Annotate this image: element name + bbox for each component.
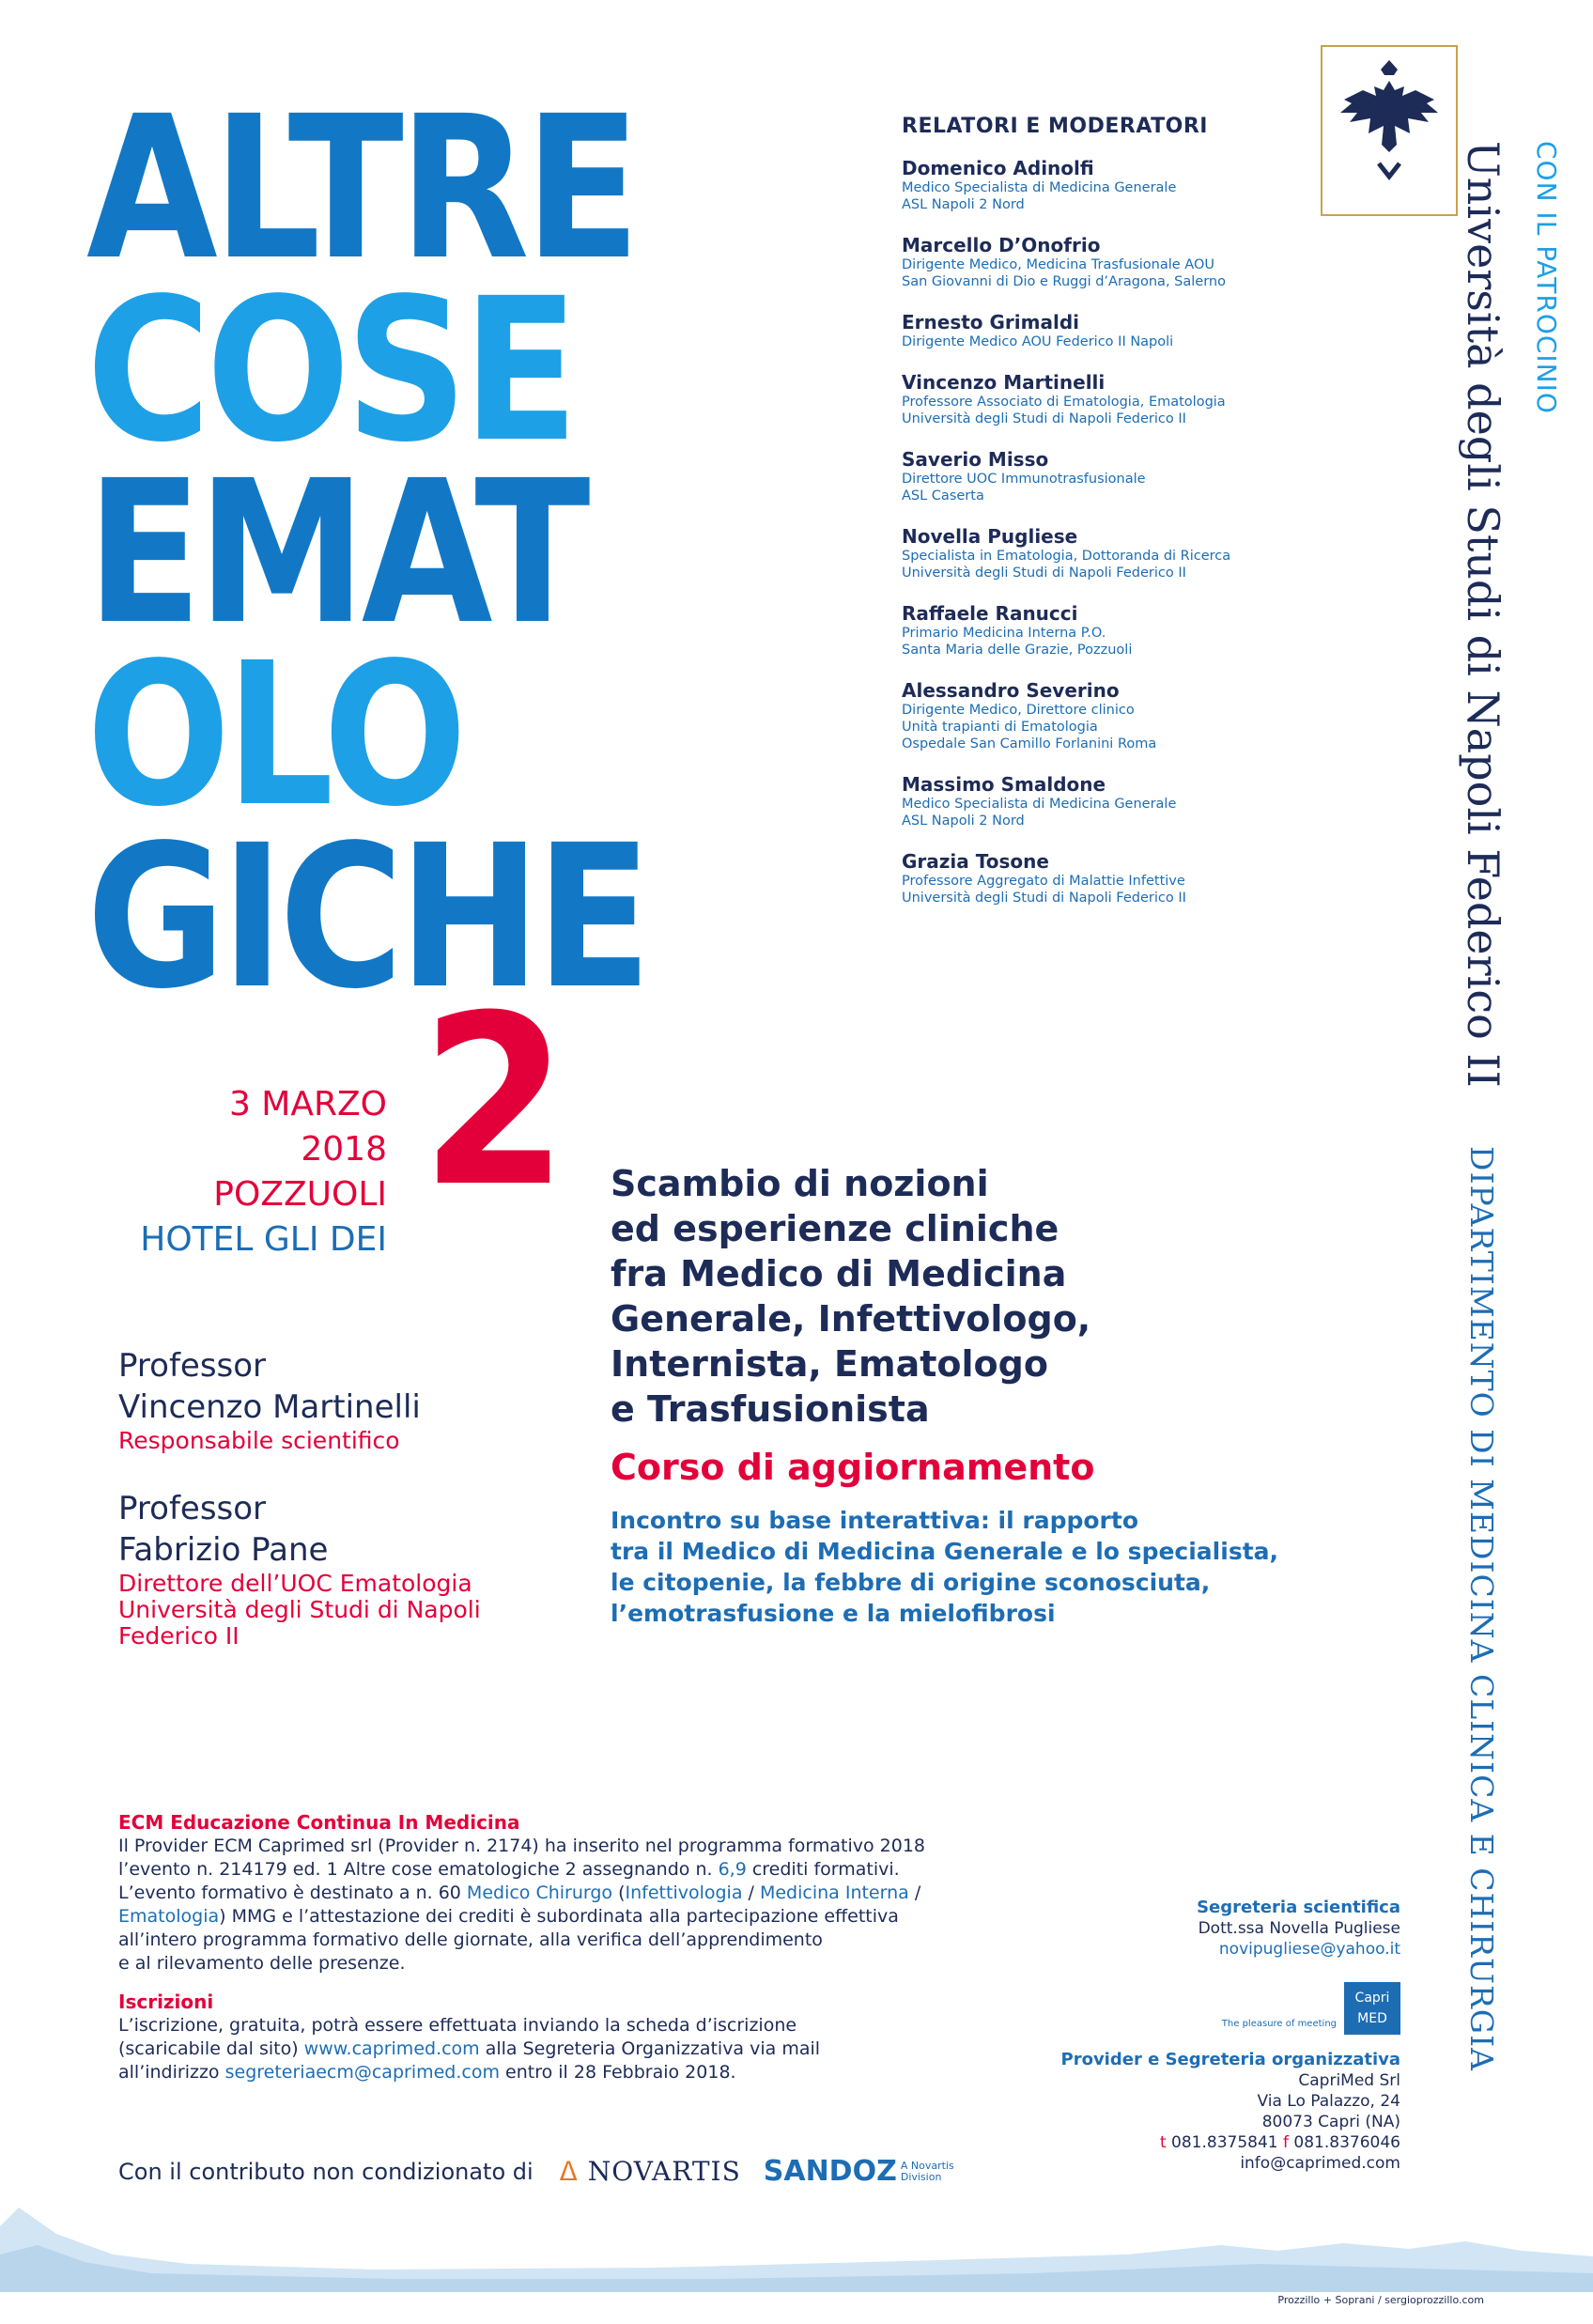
scientific-secretariat-name: Dott.ssa Novella Pugliese [1198, 1919, 1400, 1938]
novartis-icon: ᐃ [559, 2156, 579, 2187]
speaker-item [902, 234, 1315, 290]
ecm-target: Ematologia [118, 1906, 220, 1927]
speaker-name: Raffaele Ranucci [902, 602, 1078, 625]
ecm-text: ) MMG e l’attestazione dei crediti è subordinata alla partecipazione effettiva all’intero programma formativo delle giornate, alla verifica dell’apprendimento e al rilevamento delle presenze. [118, 1906, 899, 1974]
course-description [611, 1161, 1306, 1629]
speaker-role: Primario Medicina Interna P.O. Santa Maria delle Grazie, Pozzuoli [902, 626, 1133, 658]
speaker-item [902, 850, 1315, 906]
caprimed-logo [1061, 1982, 1400, 2035]
sponsors-label: Con il contributo non condizionato di [118, 2158, 534, 2185]
sponsors-row [118, 2155, 954, 2188]
professor-title: Professor [118, 1347, 267, 1385]
scientific-secretariat-heading: Segreteria scientifica [1197, 1898, 1400, 1917]
event-date: 3 MARZO [228, 1085, 387, 1123]
professor-name: Vincenzo Martinelli [118, 1388, 421, 1426]
ecm-body [118, 1835, 964, 1975]
registration-text: L’iscrizione, gratuita, potrà essere effettuata inviando la scheda d’iscrizione (scaricabile dal sito) [118, 2015, 797, 2059]
organizer-city: 80073 Capri (NA) [1261, 2113, 1400, 2131]
badge-top: Capri [1354, 1991, 1390, 2006]
course-details: Incontro su base interattiva: il rapporto tra il Medico di Medicina Generale e lo specialista, le citopenie, la febbre di origine sconosciuta, l’emotrasfusione e la mielofibrosi [611, 1507, 1279, 1627]
speaker-role: Professore Aggregato di Malattie Infettive Università degli Studi di Napoli Federico II [902, 874, 1186, 906]
caprimed-tagline: The pleasure of meeting [1221, 2019, 1337, 2029]
university-crest [1321, 45, 1458, 216]
ecm-credits: 6,9 [718, 1859, 747, 1880]
speakers-heading: RELATORI E MODERATORI [902, 115, 1208, 138]
organizer-email[interactable]: info@caprimed.com [1240, 2154, 1400, 2173]
event-info [140, 1082, 387, 1263]
speaker-role: Dirigente Medico AOU Federico II Napoli [902, 334, 1174, 349]
scientific-secretariat-email[interactable]: novipugliese@yahoo.it [1218, 1940, 1400, 1959]
event-year: 2018 [301, 1130, 387, 1169]
speaker-item [902, 448, 1315, 504]
speaker-name: Vincenzo Martinelli [902, 371, 1106, 394]
speaker-role: Dirigente Medico, Medicina Trasfusionale AOU San Giovanni di Dio e Ruggi d’Aragona, Salerno [902, 257, 1226, 289]
organizer-heading: Provider e Segreteria organizzativa [1060, 2050, 1400, 2069]
speaker-item [902, 602, 1315, 658]
ecm-target: Medicina Interna [759, 1882, 909, 1903]
fax-label: f [1283, 2133, 1290, 2152]
badge-bottom: MED [1357, 2011, 1387, 2026]
university-name: Università degli Studi di Napoli Federico II [1458, 141, 1508, 1088]
registration-body [118, 2014, 964, 2084]
speaker-role: Dirigente Medico, Direttore clinico Unità trapianti di Ematologia Ospedale San Camillo Forlanini Roma [902, 703, 1157, 751]
registration-heading: Iscrizioni [118, 1991, 214, 2013]
email-link[interactable]: segreteriaecm@caprimed.com [224, 2062, 500, 2083]
event-venue: HOTEL GLI DEI [140, 1220, 387, 1259]
course-headline: Scambio di nozioni ed esperienze cliniche fra Medico di Medicina Generale, Infettivologo, Internista, Ematologo e Trasfusionista [611, 1163, 1091, 1430]
speaker-name: Alessandro Severino [902, 679, 1120, 702]
ecm-target: Infettivologia [625, 1882, 743, 1903]
professor-role: Responsabile scientifico [118, 1427, 400, 1454]
speaker-item [902, 525, 1315, 581]
coastline-illustration [0, 2189, 1593, 2292]
professor-role: Direttore dell’UOC Ematologia Università degli Studi di Napoli Federico II [118, 1570, 481, 1650]
ecm-text: / [914, 1882, 921, 1903]
ecm-section [118, 1811, 964, 2084]
registration-text: alla Segreteria Organizzativa via mail all’indirizzo [118, 2038, 821, 2083]
ecm-text: Il Provider ECM Caprimed srl (Provider n. 2174) ha inserito nel programma formativo 2018 l’evento n. 214179 ed. 1 Altre cose ematologiche 2 assegnando n. [118, 1836, 925, 1880]
ecm-heading: ECM Educazione Continua In Medicina [118, 1811, 520, 1834]
novartis-text: NOVARTIS [587, 2156, 741, 2187]
speaker-name: Saverio Misso [902, 448, 1049, 471]
registration-text: entro il 28 Febbraio 2018. [499, 2062, 736, 2083]
phone-number: 081.8375841 [1171, 2133, 1278, 2152]
title-line-5: GICHE [86, 802, 647, 1032]
eagle-icon [1322, 47, 1456, 214]
speaker-name: Massimo Smaldone [902, 773, 1106, 796]
speaker-item [902, 679, 1315, 752]
department-name: DIPARTIMENTO DI MEDICINA CLINICA E CHIRURGIA [1463, 1146, 1500, 2072]
speaker-item [902, 371, 1315, 427]
patronage-label: CON IL PATROCINIO [1531, 141, 1562, 414]
title-line-4: OLO [86, 620, 463, 850]
ecm-text: crediti formativi. L’evento formativo è destinato a n. 60 [118, 1859, 900, 1903]
speaker-name: Grazia Tosone [902, 850, 1049, 873]
speaker-role: Medico Specialista di Medicina Generale ASL Napoli 2 Nord [902, 797, 1177, 829]
sandoz-logo: SANDOZ [763, 2155, 897, 2188]
design-credits: Prozzillo + Soprani / sergioprozzillo.com [1277, 2294, 1484, 2306]
ecm-target: Medico Chirurgo [466, 1882, 613, 1903]
course-subtitle: Corso di aggiornamento [611, 1447, 1095, 1488]
edition-number: 2 [421, 965, 568, 1238]
professor-name: Fabrizio Pane [118, 1531, 329, 1569]
ecm-text: ( [612, 1882, 626, 1903]
speaker-role: Specialista in Ematologia, Dottoranda di Ricerca Università degli Studi di Napoli Federico II [902, 549, 1231, 581]
professor-1 [118, 1345, 421, 1454]
speaker-name: Novella Pugliese [902, 525, 1078, 548]
organizer-name: CapriMed Srl [1298, 2071, 1400, 2090]
speaker-role: Professore Associato di Ematologia, Ematologia Università degli Studi di Napoli Federico II [902, 395, 1226, 426]
organizer-phones [1061, 2132, 1400, 2153]
website-link[interactable]: www.caprimed.com [303, 2038, 480, 2059]
speaker-name: Ernesto Grimaldi [902, 311, 1079, 333]
speakers-list [902, 115, 1315, 927]
speaker-item [902, 773, 1315, 829]
contacts-section [1061, 1898, 1400, 2174]
speaker-name: Domenico Adinolfi [902, 157, 1094, 179]
speaker-item [902, 311, 1315, 350]
speaker-name: Marcello D’Onofrio [902, 234, 1101, 256]
title-line-3: EMAT [86, 438, 586, 668]
speaker-role: Direttore UOC Immunotrasfusionale ASL Caserta [902, 472, 1146, 504]
sandoz-subtitle: A Novartis Division [900, 2159, 954, 2183]
speaker-role: Medico Specialista di Medicina Generale ASL Napoli 2 Nord [902, 180, 1177, 212]
professor-title: Professor [118, 1490, 267, 1527]
ecm-text: / [742, 1882, 760, 1903]
organizer-address: Via Lo Palazzo, 24 [1257, 2092, 1400, 2111]
event-city: POZZUOLI [213, 1175, 387, 1214]
caprimed-badge [1344, 1982, 1400, 2035]
novartis-logo [560, 2156, 741, 2187]
title-line-1: ALTRE [86, 73, 636, 303]
phone-label: t [1159, 2133, 1167, 2152]
fax-number: 081.8376046 [1293, 2133, 1400, 2152]
title-line-2: COSE [86, 256, 574, 486]
professor-2 [118, 1488, 481, 1650]
speaker-item [902, 157, 1315, 213]
